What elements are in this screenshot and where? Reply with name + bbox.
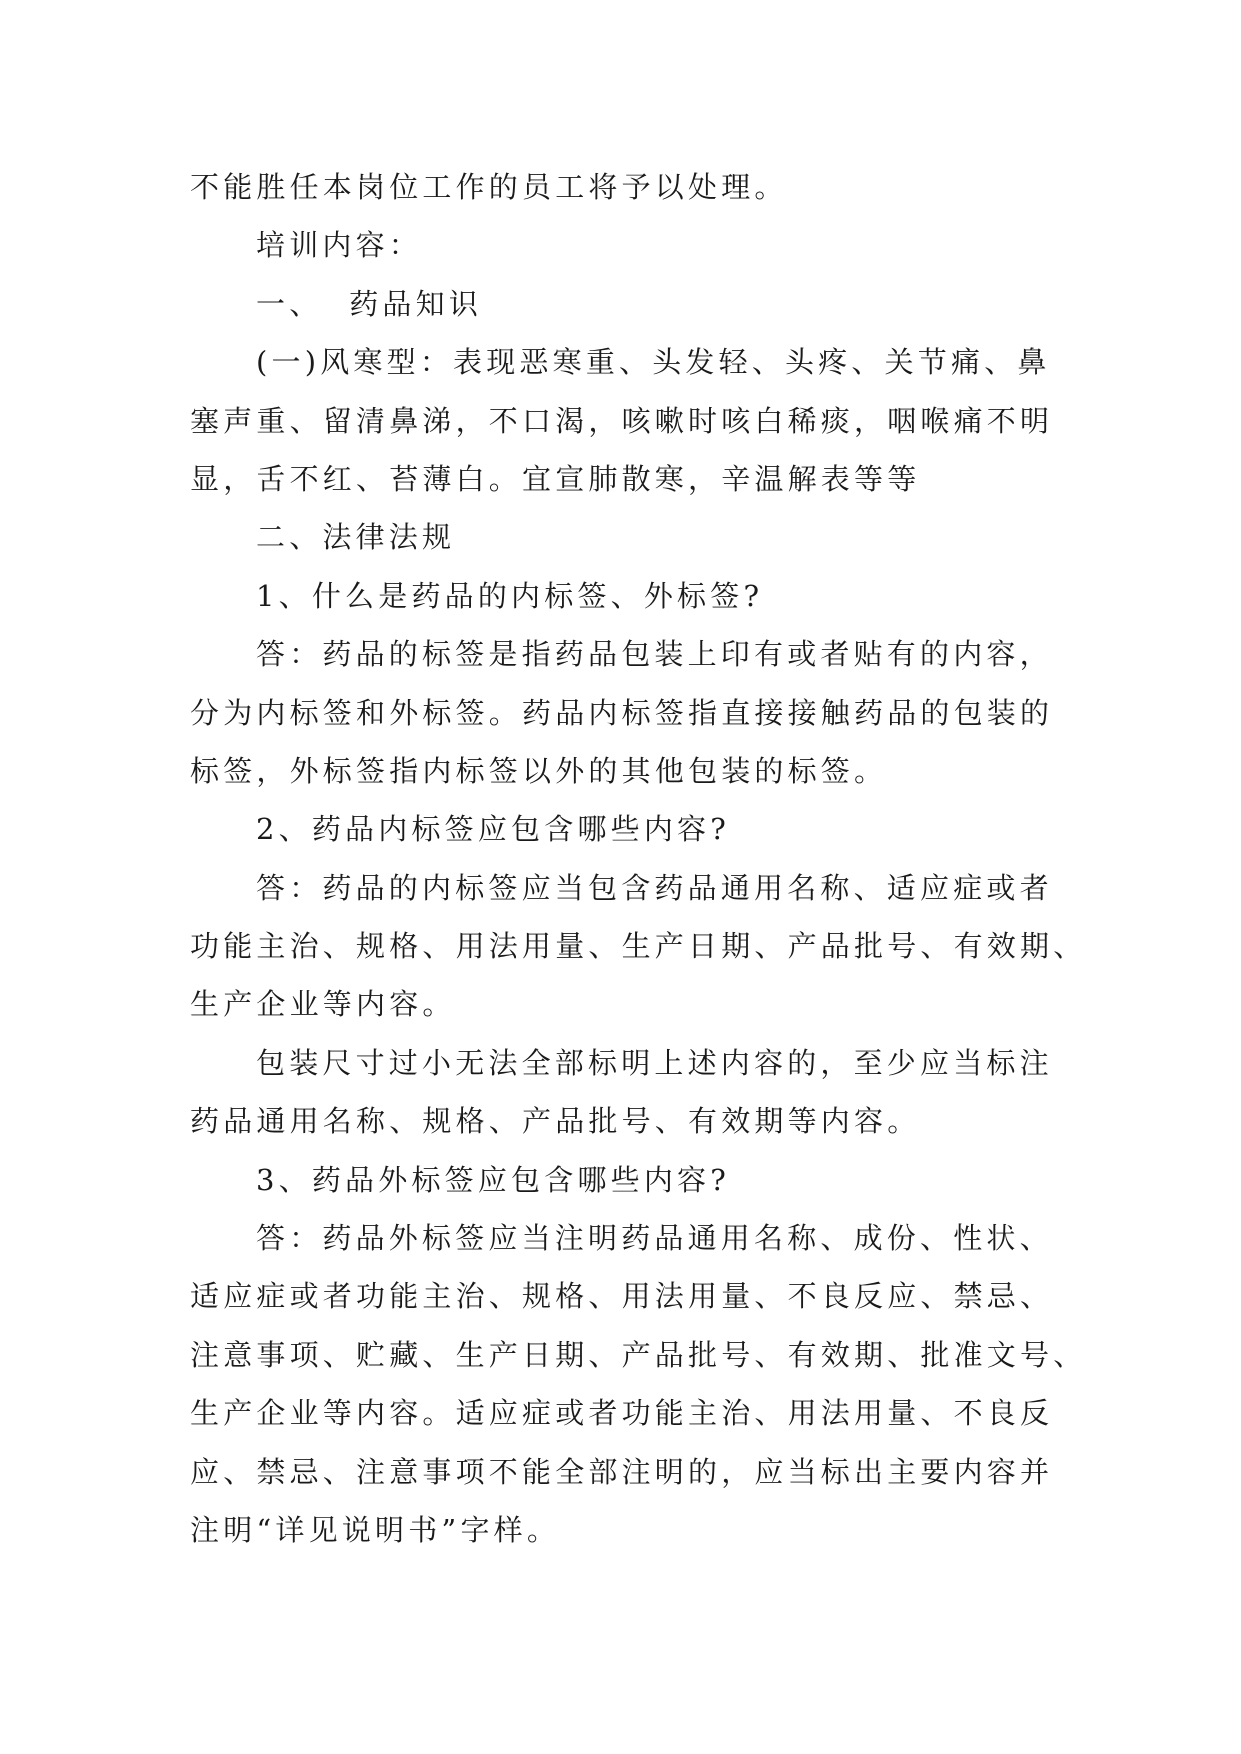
text-line: 答：药品的标签是指药品包装上印有或者贴有的内容， (256, 637, 1053, 672)
text-line: 标签，外标签指内标签以外的其他包装的标签。 (190, 753, 888, 788)
text-line: 答：药品的内标签应当包含药品通用名称、适应症或者 (256, 870, 1053, 905)
text-line: 不能胜任本岗位工作的员工将予以处理。 (190, 170, 788, 204)
text-line: 药品通用名称、规格、产品批号、有效期等内容。 (190, 1104, 921, 1139)
paragraph (190, 216, 1070, 274)
text-line: 注明“详见说明书”字样。 (190, 1512, 561, 1547)
paragraph (190, 567, 1070, 625)
text-line: 分为内标签和外标签。药品内标签指直接接触药品的包装的 (190, 695, 1054, 730)
text-line: 2、药品内标签应包含哪些内容? (256, 812, 730, 847)
text-line: 塞声重、留清鼻涕，不口渴，咳嗽时咳白稀痰，咽喉痛不明 (190, 403, 1054, 438)
text-line: (一)风寒型：表现恶寒重、头发轻、头疼、关节痛、鼻 (256, 345, 1051, 380)
paragraph (190, 1209, 1087, 1559)
text-line: 功能主治、规格、用法用量、生产日期、产品批号、有效期、 (190, 929, 1087, 964)
paragraph (190, 625, 1070, 800)
document-body (190, 158, 1087, 1559)
text-line: 生产企业等内容。适应症或者功能主治、用法用量、不良反 (190, 1396, 1054, 1431)
text-line: 包装尺寸过小无法全部标明上述内容的，至少应当标注 (256, 1045, 1053, 1080)
text-line: 生产企业等内容。 (190, 987, 456, 1022)
text-line: 3、药品外标签应包含哪些内容? (256, 1162, 730, 1197)
text-line: 注意事项、贮藏、生产日期、产品批号、有效期、批准文号、 (190, 1337, 1087, 1372)
text-line: 答：药品外标签应当注明药品通用名称、成份、性状、 (256, 1221, 1053, 1256)
text-line: 适应症或者功能主治、规格、用法用量、不良反应、禁忌、 (190, 1279, 1054, 1314)
paragraph (190, 333, 1070, 508)
paragraph (190, 1151, 1070, 1209)
text-line: 培训内容： (256, 228, 423, 263)
text-line: 1、什么是药品的内标签、外标签? (256, 578, 764, 613)
text-line: 一、 药品知识 (256, 286, 483, 321)
paragraph (190, 800, 1070, 858)
text-line: 显，舌不红、苔薄白。宜宣肺散寒，辛温解表等等 (190, 461, 921, 496)
text-line: 应、禁忌、注意事项不能全部注明的，应当标出主要内容并 (190, 1454, 1054, 1489)
paragraph (190, 158, 1070, 216)
paragraph (190, 1034, 1070, 1151)
paragraph (190, 508, 1070, 566)
paragraph (190, 859, 1087, 1034)
text-line: 二、法律法规 (256, 520, 456, 555)
paragraph (190, 275, 1070, 333)
